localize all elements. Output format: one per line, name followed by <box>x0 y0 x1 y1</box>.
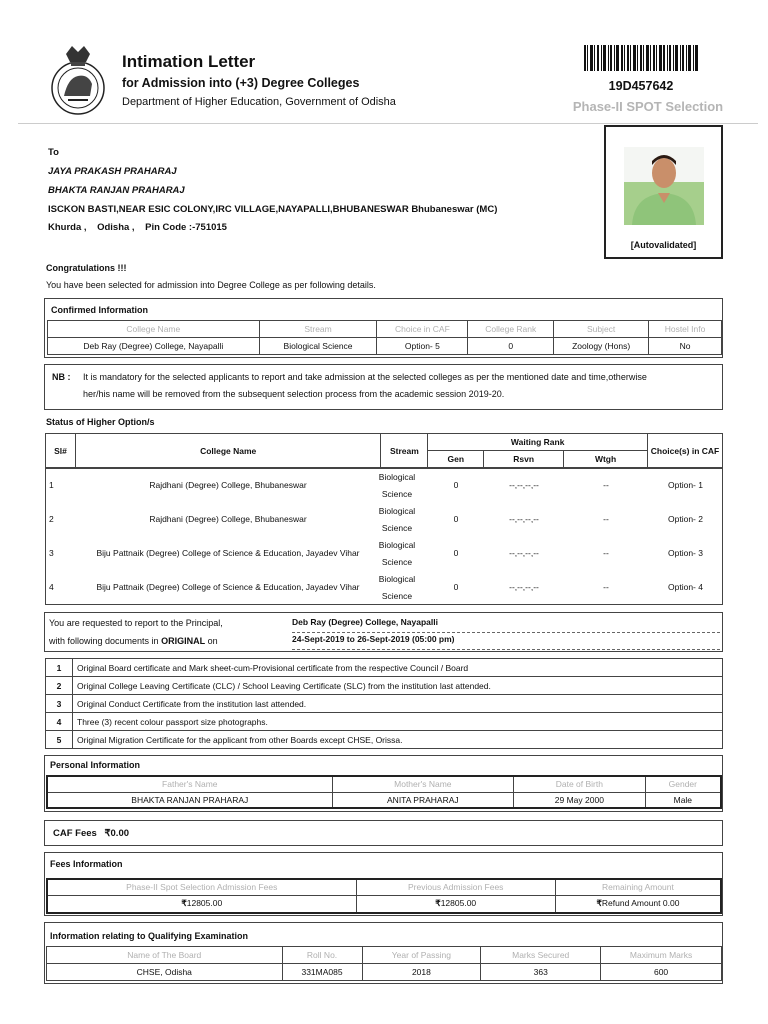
col-dob: Date of Birth <box>514 776 646 792</box>
cell <box>356 895 555 913</box>
cell: Male <box>645 792 721 808</box>
confirmed-table <box>47 320 722 355</box>
col-hostel: Hostel Info <box>649 321 722 338</box>
table-row <box>45 502 723 536</box>
cell: 331MA085 <box>282 964 362 981</box>
col-choice: Choice(s) in CAF <box>648 434 723 468</box>
cell-no: 2 <box>46 677 73 695</box>
report-text: on <box>205 636 218 646</box>
rupee-icon: ₹ <box>181 898 187 909</box>
cell-text: Original College Leaving Certificate (CLC) / School Leaving Certificate (SLC) from the institution last attended. <box>73 677 723 695</box>
col-year: Year of Passing <box>362 947 481 964</box>
cell-value: 12805.00 <box>186 898 223 909</box>
cell: Biological Science <box>259 338 377 355</box>
table-row <box>47 792 721 808</box>
table-row <box>47 964 722 981</box>
caf-fees-box <box>44 820 723 846</box>
cell: No <box>649 338 722 355</box>
cell-stream: Science <box>381 523 413 533</box>
cell-stream: Biological <box>378 472 416 482</box>
cell: 0 <box>468 338 554 355</box>
report-line2 <box>49 636 218 646</box>
cell-text: Three (3) recent colour passport size photographs. <box>73 713 723 731</box>
col-wtgh: Wtgh <box>564 451 648 468</box>
col-college: College Name <box>75 434 380 468</box>
rupee-icon: ₹ <box>104 828 111 839</box>
confirmed-info-heading: Confirmed Information <box>51 305 148 315</box>
cell-sl: 3 <box>49 548 54 558</box>
cell-stream: Science <box>381 489 413 499</box>
cell-college: Biju Pattnaik (Degree) College of Science & Education, Jayadev Vihar <box>96 548 360 558</box>
qualifying-heading: Information relating to Qualifying Examination <box>50 931 249 941</box>
barcode-icon <box>584 45 698 71</box>
col-gen: Gen <box>428 451 484 468</box>
caf-fees-label: CAF Fees <box>53 828 97 839</box>
cell-stream: Science <box>381 591 413 601</box>
col-sl: Sl# <box>46 434 76 468</box>
table-row <box>46 713 723 731</box>
cell: 600 <box>601 964 722 981</box>
cell-stream: Science <box>381 557 413 567</box>
nb-label: NB : <box>52 372 71 382</box>
report-line1: You are requested to report to the Principal, <box>49 618 223 628</box>
application-code: 19D457642 <box>608 79 674 93</box>
cell-college: Rajdhani (Degree) College, Bhubaneswar <box>149 480 307 490</box>
header-divider <box>18 123 758 124</box>
cell-choice: Option- 3 <box>668 548 703 558</box>
cell-choice: Option- 2 <box>668 514 703 524</box>
col-choice: Choice in CAF <box>377 321 468 338</box>
col-marks: Marks Secured <box>481 947 601 964</box>
col-rank: College Rank <box>468 321 554 338</box>
personal-info-table <box>46 775 722 809</box>
qualifying-table <box>46 946 722 981</box>
cell-college: Biju Pattnaik (Degree) College of Science & Education, Jayadev Vihar <box>96 582 360 592</box>
col-phase-fees: Phase-II Spot Selection Admission Fees <box>47 879 356 895</box>
page-title: Intimation Letter <box>122 52 256 71</box>
higher-options-rows <box>45 468 723 604</box>
rupee-icon: ₹ <box>435 898 441 909</box>
col-gender: Gender <box>645 776 721 792</box>
cell-rsvn: --,--,--,-- <box>509 480 539 490</box>
phase-label: Phase-II SPOT Selection <box>572 99 724 114</box>
table-row <box>45 468 723 502</box>
cell-gen: 0 <box>453 514 459 524</box>
cell: 363 <box>481 964 601 981</box>
caf-fees-amount: 0.00 <box>110 828 130 839</box>
cell-stream: Biological <box>378 574 416 584</box>
documents-table <box>45 658 723 749</box>
cell-choice: Option- 4 <box>668 582 703 592</box>
col-subject: Subject <box>554 321 649 338</box>
fees-info-heading: Fees Information <box>50 859 123 869</box>
table-row <box>47 895 721 913</box>
cell: Deb Ray (Degree) College, Nayapalli <box>48 338 260 355</box>
table-row <box>48 338 722 355</box>
cell-value: 12805.00 <box>440 898 477 909</box>
address-to: To <box>48 147 59 158</box>
cell-college: Rajdhani (Degree) College, Bhubaneswar <box>149 514 307 524</box>
fees-table <box>46 878 722 914</box>
report-original: ORIGINAL <box>161 636 206 646</box>
cell-wtgh: -- <box>603 548 609 558</box>
cell-gen: 0 <box>453 480 459 490</box>
cell <box>47 895 356 913</box>
table-row <box>46 695 723 713</box>
cell-rsvn: --,--,--,-- <box>509 514 539 524</box>
cell-text: Original Board certificate and Mark sheet-cum-Provisional certificate from the respective Council / Board <box>73 659 723 677</box>
guardian-name: BHAKTA RANJAN PRAHARAJ <box>48 185 185 196</box>
cell: 2018 <box>362 964 481 981</box>
higher-options-table <box>45 433 723 468</box>
rupee-icon: ₹ <box>596 898 602 909</box>
address-line1: ISCKON BASTI,NEAR ESIC COLONY,IRC VILLAGE,NAYAPALLI,BHUBANESWAR Bhubaneswar (MC) <box>48 204 498 215</box>
cell-text: Original Migration Certificate for the applicant from other Boards except CHSE, Orissa. <box>73 731 723 749</box>
cell-gen: 0 <box>453 548 459 558</box>
cell-no: 4 <box>46 713 73 731</box>
col-mother: Mother's Name <box>332 776 513 792</box>
report-date: 24-Sept-2019 to 26-Sept-2019 (05:00 pm) <box>292 634 720 650</box>
cell-stream: Biological <box>378 540 416 550</box>
cell-rsvn: --,--,--,-- <box>509 548 539 558</box>
applicant-photo <box>624 147 704 225</box>
cell: 29 May 2000 <box>514 792 646 808</box>
selection-message: You have been selected for admission into Degree College as per following details. <box>46 280 376 290</box>
col-waiting-rank: Waiting Rank <box>428 434 648 451</box>
personal-info-heading: Personal Information <box>50 760 141 770</box>
nb-box <box>44 364 723 410</box>
cell: ANITA PRAHARAJ <box>332 792 513 808</box>
cell-gen: 0 <box>453 582 459 592</box>
cell-stream: Biological <box>378 506 416 516</box>
address-line2: Khurda , Odisha , Pin Code :-751015 <box>48 222 227 233</box>
table-row <box>46 659 723 677</box>
department-name: Department of Higher Education, Government of Odisha <box>122 96 396 108</box>
table-row <box>45 536 723 570</box>
cell-text: Original Conduct Certificate from the institution last attended. <box>73 695 723 713</box>
cell: CHSE, Odisha <box>47 964 283 981</box>
table-row <box>46 731 723 749</box>
col-rsvn: Rsvn <box>484 451 564 468</box>
table-row <box>46 677 723 695</box>
col-max-marks: Maximum Marks <box>601 947 722 964</box>
odisha-emblem-icon <box>46 44 110 116</box>
cell-sl: 1 <box>49 480 54 490</box>
col-remaining: Remaining Amount <box>555 879 721 895</box>
cell-value: Refund Amount 0.00 <box>601 898 680 909</box>
cell-no: 1 <box>46 659 73 677</box>
caf-fees <box>53 828 129 839</box>
higher-options-heading: Status of Higher Option/s <box>46 417 155 427</box>
col-previous-fees: Previous Admission Fees <box>356 879 555 895</box>
page-subtitle: for Admission into (+3) Degree Colleges <box>122 76 360 90</box>
col-stream: Stream <box>259 321 377 338</box>
cell-no: 5 <box>46 731 73 749</box>
report-college: Deb Ray (Degree) College, Nayapalli <box>292 617 720 633</box>
col-roll: Roll No. <box>282 947 362 964</box>
photo-status: [Autovalidated] <box>630 240 697 250</box>
col-father: Father's Name <box>47 776 332 792</box>
col-college-name: College Name <box>48 321 260 338</box>
cell-sl: 2 <box>49 514 54 524</box>
applicant-name: JAYA PRAKASH PRAHARAJ <box>48 166 177 177</box>
cell-rsvn: --,--,--,-- <box>509 582 539 592</box>
nb-line1: It is mandatory for the selected applicants to report and take admission at the selected colleges as per the mentioned date and time,otherwise <box>83 372 647 382</box>
cell-no: 3 <box>46 695 73 713</box>
cell-choice: Option- 1 <box>668 480 703 490</box>
cell-sl: 4 <box>49 582 54 592</box>
cell: Option- 5 <box>377 338 468 355</box>
col-stream: Stream <box>381 434 428 468</box>
report-text: with following documents in <box>49 636 162 646</box>
congratulations-text: Congratulations !!! <box>46 263 127 273</box>
cell-wtgh: -- <box>603 480 609 490</box>
cell: Zoology (Hons) <box>554 338 649 355</box>
cell <box>555 895 721 913</box>
cell: BHAKTA RANJAN PRAHARAJ <box>47 792 332 808</box>
cell-wtgh: -- <box>603 582 609 592</box>
nb-line2: her/his name will be removed from the subsequent selection process from the academic session 2019-20. <box>83 389 505 399</box>
table-row <box>45 570 723 604</box>
cell-wtgh: -- <box>603 514 609 524</box>
col-board: Name of The Board <box>47 947 283 964</box>
